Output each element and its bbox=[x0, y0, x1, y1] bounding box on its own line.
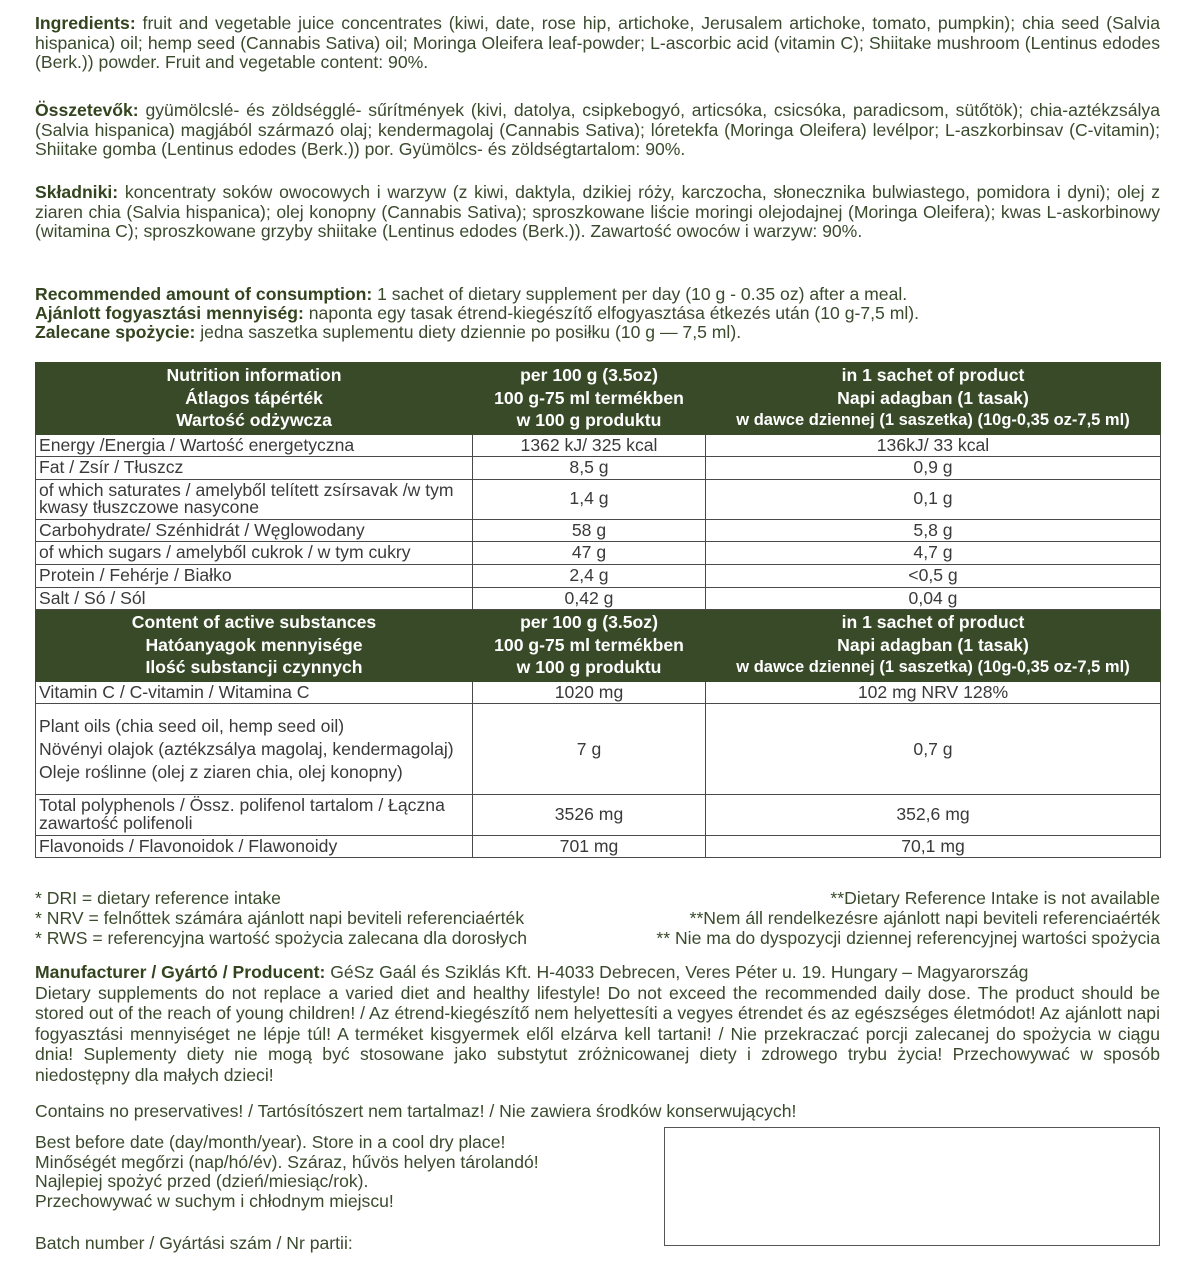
header-line: w 100 g produktu bbox=[516, 657, 662, 678]
row-label: Total polyphenols / Össz. polifenol tartalom / Łączna zawartość polifenoli bbox=[36, 795, 473, 835]
nutrition-table bbox=[35, 362, 1161, 858]
table-row bbox=[36, 565, 1161, 588]
best-before-line: Najlepiej spożyć przed (dzień/miesiąc/rok). bbox=[35, 1171, 369, 1191]
manufacturer-line bbox=[35, 962, 1160, 983]
row-label: Fat / Zsír / Tłuszcz bbox=[36, 457, 473, 480]
row-label: of which saturates / amelyből telített zsírsavak /w tym kwasy tłuszczowe nasycone bbox=[36, 479, 473, 519]
table-row bbox=[36, 795, 1161, 835]
row-per100: 7 g bbox=[473, 704, 706, 795]
row-label: Carbohydrate/ Szénhidrát / Węglowodany bbox=[36, 519, 473, 542]
active-header-per100 bbox=[473, 610, 706, 682]
footnote: * NRV = felnőttek számára ajánlott napi beviteli referenciaérték bbox=[35, 908, 525, 928]
table-row bbox=[36, 519, 1161, 542]
footnote: **Nem áll rendelkezésre ajánlott napi beviteli referenciaérték bbox=[689, 908, 1160, 928]
table-row bbox=[36, 457, 1161, 480]
row-per100: 58 g bbox=[473, 519, 706, 542]
ingredients-en bbox=[35, 14, 1160, 73]
nutrition-header-per100 bbox=[473, 363, 706, 435]
row-per100: 1020 mg bbox=[473, 681, 706, 704]
consumption-pl-label: Zalecane spożycie: bbox=[35, 322, 196, 342]
preservatives-note: Contains no preservatives! / Tartósítószert nem tartalmaz! / Nie zawiera środków konserwujących! bbox=[35, 1101, 797, 1121]
row-label: of which sugars / amelyből cukrok / w tym cukry bbox=[36, 542, 473, 565]
header-line: Átlagos tápérték bbox=[185, 387, 323, 408]
active-header-label bbox=[36, 610, 473, 682]
consumption-hu-text: naponta egy tasak étrend-kiegészítő elfogyasztása étkezés után (10 g-7,5 ml). bbox=[303, 303, 920, 323]
best-before-line: Przechowywać w suchym i chłodnym miejscu! bbox=[35, 1190, 394, 1211]
header-line: Wartość odżywcza bbox=[176, 410, 332, 430]
table-row bbox=[36, 835, 1161, 858]
row-sachet: 0,9 g bbox=[706, 457, 1161, 480]
date-batch-stamp-box bbox=[664, 1127, 1160, 1246]
row-sachet: 70,1 mg bbox=[706, 835, 1161, 858]
consumption-section bbox=[35, 285, 1160, 342]
footnotes-left bbox=[35, 888, 615, 948]
row-sachet: 0,7 g bbox=[706, 704, 1161, 795]
manufacturer-label: Manufacturer / Gyártó / Producent: bbox=[35, 962, 326, 982]
header-line: per 100 g (3.5oz) bbox=[520, 612, 658, 633]
best-before-line: Minőségét megőrzi (nap/hó/év). Száraz, hűvös helyen tárolandó! bbox=[35, 1151, 539, 1172]
row-per100: 701 mg bbox=[473, 835, 706, 858]
header-line: in 1 sachet of product bbox=[841, 365, 1025, 385]
header-line: per 100 g (3.5oz) bbox=[520, 365, 658, 385]
ingredients-hu-label: Összetevők: bbox=[35, 100, 139, 120]
table-row bbox=[36, 587, 1161, 610]
consumption-en-label: Recommended amount of consumption: bbox=[35, 284, 373, 304]
ingredients-pl-text: koncentraty soków owocowych i warzyw (z kiwi, daktyla, dzikiej róży, karczocha, słonecznika bulwiastego, pomidora i dyni); olej z ziaren chia (Salvia hispanica); olej konopny (Cannabis Sativa); sproszkowane liście moringi olejodajnej (Moringa Oleifera); kwas L-askorbinowy (witamina C); sproszkowane grzyby shiitake (Lentinus edodes (Berk.)). Zawartość owoców i warzyw: 90%. bbox=[35, 182, 1160, 241]
row-label-line: Plant oils (chia seed oil, hemp seed oil) bbox=[39, 715, 345, 736]
nutrition-header-label bbox=[36, 363, 473, 435]
table-row bbox=[36, 681, 1161, 704]
footnotes-right bbox=[600, 888, 1160, 948]
footnote: * RWS = referencyjna wartość spożycia zalecana dla dorosłych bbox=[35, 928, 528, 948]
row-per100: 2,4 g bbox=[473, 565, 706, 588]
table-row bbox=[36, 434, 1161, 457]
table-row bbox=[36, 542, 1161, 565]
ingredients-hu-text: gyümölcslé- és zöldségglé- sűrítmények (kivi, datolya, csipkebogyó, articsóka, csicsóka, paradicsom, sütőtök); chia-aztékzsálya (Salvia hispanica) magjából származó olaj; kendermagolaj (Cannabis Sativa); lóretekfa (Moringa Oleifera) levélpor; L-aszkorbinsav (C-vitamin); Shiitake gomba (Lentinus edodes (Berk.)) por. Gyümölcs- és zöldségtartalom: 90%. bbox=[35, 100, 1160, 159]
footnote: ** Nie ma do dyspozycji dziennej referencyjnej wartości spożycia bbox=[656, 928, 1160, 948]
header-line: 100 g-75 ml termékben bbox=[494, 387, 684, 408]
batch-number-label: Batch number / Gyártási szám / Nr partii: bbox=[35, 1233, 353, 1253]
consumption-pl-text: jedna saszetka suplementu diety dziennie po posiłku (10 g — 7,5 ml). bbox=[195, 322, 742, 342]
row-label: Salt / Só / Sól bbox=[36, 587, 473, 610]
row-label: Flavonoids / Flavonoidok / Flawonoidy bbox=[36, 835, 473, 858]
best-before-section bbox=[35, 1133, 635, 1211]
row-sachet: <0,5 g bbox=[706, 565, 1161, 588]
consumption-en-text: 1 sachet of dietary supplement per day (10 g - 0.35 oz) after a meal. bbox=[372, 284, 908, 304]
header-line: Hatóanyagok mennyisége bbox=[145, 634, 363, 655]
consumption-en bbox=[35, 285, 1160, 304]
manufacturer-address: GéSz Gaál és Sziklás Kft. H-4033 Debrecen, Veres Péter u. 19. Hungary – Magyarország bbox=[325, 962, 1029, 982]
row-per100: 1362 kJ/ 325 kcal bbox=[473, 434, 706, 457]
consumption-pl bbox=[35, 323, 1160, 342]
ingredients-en-text: fruit and vegetable juice concentrates (kiwi, date, rose hip, artichoke, Jerusalem artichoke, tomato, pumpkin); chia seed (Salvia hispanica) oil; hemp seed (Cannabis Sativa) oil; Moringa Oleifera leaf-powder; L-ascorbic acid (vitamin C); Shiitake mushroom (Lentinus edodes (Berk.)) powder. Fruit and vegetable content: 90%. bbox=[35, 13, 1160, 72]
warnings-text: Dietary supplements do not replace a varied diet and healthy lifestyle! Do not exceed the recommended daily dose. The product should be stored out of the reach of young children! / Az étrend-kiegészítő nem helyettesíti a vegyes étrendet és az egészséges életmódot! Az ajánlott napi fogyasztási mennyiséget ne lépje túl! A terméket kisgyermek elől elzárva kell tartani! / Nie przekraczać porcji zalecanej do spożycia w ciągu dnia! Suplementy diety nie mogą być stosowane jako substytut zróżnicowanej diety i zdrowego trybu życia! Przechowywać w sposób niedostępny dla małych dzieci! bbox=[35, 982, 1160, 1085]
ingredients-en-label: Ingredients: bbox=[35, 13, 136, 33]
consumption-hu bbox=[35, 304, 1160, 323]
row-label-line: Oleje roślinne (olej z ziaren chia, olej konopny) bbox=[39, 761, 403, 782]
header-line: Content of active substances bbox=[131, 612, 377, 633]
row-per100: 3526 mg bbox=[473, 795, 706, 835]
header-line: in 1 sachet of product bbox=[841, 612, 1025, 633]
row-sachet: 4,7 g bbox=[706, 542, 1161, 565]
active-header-row bbox=[36, 610, 1161, 682]
row-sachet: 5,8 g bbox=[706, 519, 1161, 542]
ingredients-pl bbox=[35, 183, 1160, 242]
row-sachet: 102 mg NRV 128% bbox=[706, 681, 1161, 704]
row-label: Protein / Fehérje / Białko bbox=[36, 565, 473, 588]
footnote: **Dietary Reference Intake is not available bbox=[830, 888, 1160, 908]
header-line: 100 g-75 ml termékben bbox=[494, 634, 684, 655]
header-line: Napi adagban (1 tasak) bbox=[837, 634, 1029, 655]
footnote: * DRI = dietary reference intake bbox=[35, 888, 281, 908]
row-per100: 47 g bbox=[473, 542, 706, 565]
header-line: w dawce dziennej (1 saszetka) (10g-0,35 oz-7,5 ml) bbox=[736, 658, 1130, 677]
table-row bbox=[36, 704, 1161, 795]
nutrition-table-wrap bbox=[35, 362, 1160, 858]
nutrition-header-sachet bbox=[706, 363, 1161, 435]
row-sachet: 0,04 g bbox=[706, 587, 1161, 610]
row-per100: 8,5 g bbox=[473, 457, 706, 480]
row-label-line: Növényi olajok (aztékzsálya magolaj, kendermagolaj) bbox=[39, 738, 454, 759]
ingredients-hu bbox=[35, 101, 1160, 160]
nutrition-header-row bbox=[36, 363, 1161, 435]
manufacturer-section bbox=[35, 962, 1160, 1085]
row-per100: 0,42 g bbox=[473, 587, 706, 610]
header-line: Napi adagban (1 tasak) bbox=[837, 387, 1029, 408]
table-row bbox=[36, 479, 1161, 519]
row-sachet: 0,1 g bbox=[706, 479, 1161, 519]
ingredients-pl-label: Składniki: bbox=[35, 182, 119, 202]
header-line: Ilość substancji czynnych bbox=[145, 657, 363, 678]
best-before-line: Best before date (day/month/year). Store in a cool dry place! bbox=[35, 1132, 506, 1152]
row-sachet: 352,6 mg bbox=[706, 795, 1161, 835]
row-label: Energy /Energia / Wartość energetyczna bbox=[36, 434, 473, 457]
row-per100: 1,4 g bbox=[473, 479, 706, 519]
consumption-hu-label: Ajánlott fogyasztási mennyiség: bbox=[35, 303, 304, 323]
row-sachet: 136kJ/ 33 kcal bbox=[706, 434, 1161, 457]
header-line: w 100 g produktu bbox=[516, 410, 662, 430]
row-label: Vitamin C / C-vitamin / Witamina C bbox=[36, 681, 473, 704]
row-label bbox=[36, 704, 473, 795]
header-line: Nutrition information bbox=[166, 365, 342, 385]
active-header-sachet bbox=[706, 610, 1161, 682]
header-line: w dawce dziennej (1 saszetka) (10g-0,35 oz-7,5 ml) bbox=[736, 411, 1130, 429]
